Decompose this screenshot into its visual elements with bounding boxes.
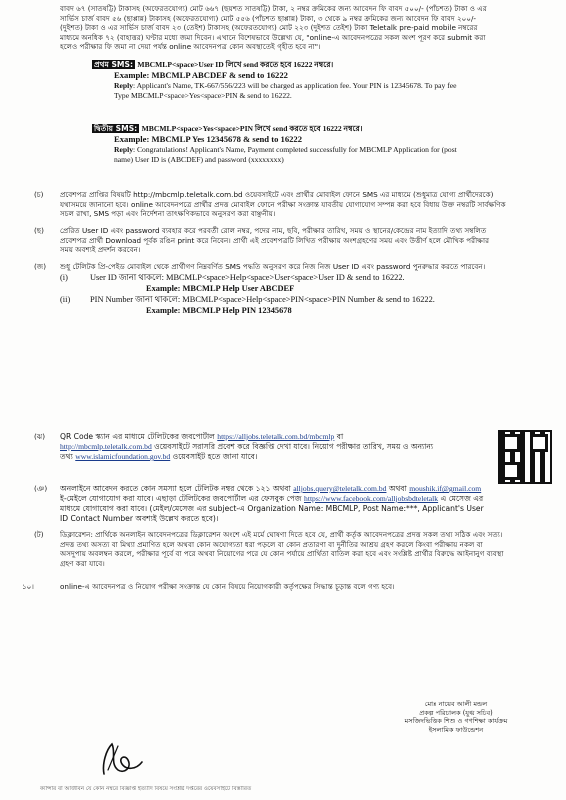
page-footer: ক্যান্সার বা আজীবন যে কোন নম্বরে বিজ্ঞপ্তি ইত্যাদি বিষয়ে সংশ্লিষ্ট দপ্তরের ওয়েবসাইটে বিস্তারিত bbox=[40, 786, 252, 792]
item-text: গ্রহণ করা যাবে। bbox=[60, 558, 105, 568]
jobs-portal-link[interactable]: https://alljobs.teletalk.com.bd/mbcmlp bbox=[217, 432, 335, 441]
second-sms-tag: দ্বিতীয় SMS: bbox=[94, 124, 138, 133]
first-sms-block bbox=[92, 60, 542, 101]
list-item bbox=[34, 226, 542, 255]
second-sms-block bbox=[92, 124, 542, 165]
item-number: (ঞ) bbox=[34, 484, 48, 493]
fee-line: মাধ্যমে অনধিক ৭২ (বাহাত্তর) ঘণ্টার মধ্যে জমা দিবেন। এখানে বিশেষভাবে উল্লেখ্য যে, "online-এ আবেদনপত্রের সকল অংশ পূরণ করে submit করা bbox=[60, 32, 486, 42]
item-text: যথাসময়ে জানানো হবে। online আবেদনপত্রে প্রার্থীর প্রদত্ত মোবাইল ফোনে পরীক্ষা সংক্রান্ত যাবতীয় যোগাযোগ সম্পন্ন করা হবে বিধায় উক্ত নম্বরটি সার্বক্ষণিক bbox=[60, 199, 506, 209]
list-item-contact bbox=[34, 484, 542, 524]
qr-code-icon[interactable] bbox=[498, 430, 552, 484]
item-number: (ঝ) bbox=[34, 432, 46, 441]
item-text: অনলাইনে আবেদন করতে কোন সমস্যা হলে টেলিটক নম্বর থেকে ১২১ অথবা bbox=[60, 484, 291, 493]
fee-line: (দুইশত) টাকা ও এর সার্ভিস চার্জ বাবদ ২৩ (তেইশ) টাকাসহ (অফেরতযোগ্য) মোট ২২৩ (দুইশত তেইশ) টাকা Teletalk pre-paid mobile নম্বরের bbox=[60, 23, 478, 32]
item-text: শুধু টেলিটক প্রি-পেইড মোবাইল থেকে প্রার্থীগণ নিম্নবর্ণিত SMS পদ্ধতি অনুসরণ করে নিজ নিজ User ID এবং password পুনরুদ্ধার করতে পারবেন। bbox=[60, 262, 486, 271]
item-text: প্রেরিত User ID এবং password ব্যবহার করে পরবর্তী রোল নম্বর, পদের নাম, ছবি, পরীক্ষার তারিখ, সময় ও স্থানের/কেন্দ্রের নাম ইত্যাদি তথ্য সম্বলিত bbox=[60, 226, 487, 235]
list-item bbox=[34, 190, 542, 219]
mbcmlp-website-link[interactable]: http://mbcmlp.teletalk.com.bd bbox=[60, 442, 152, 452]
item-text: তথ্য bbox=[60, 452, 73, 462]
fee-line: বাবদ ৬৭ (সাতষট্টি) টাকাসহ (অফেরতযোগ্য) মোট ৬৬৭ (ছয়শত সাতষট্টি) টাকা, ২ নম্বর ক্রমিকের জন্য আবেদন ফি বাবদ ৫০০/- (পাঁচশত) টাকা ও এর bbox=[60, 4, 487, 13]
item-number: (ছ) bbox=[34, 226, 44, 235]
item-text: অথবা bbox=[388, 484, 407, 493]
item-text: অসদুপায় অবলম্বন করলে, পরীক্ষার পূর্বে বা পরে অথবা নিয়োগের পরে যে কোন পর্যায়ে প্রার্থিতা বাতিল করা হবে এবং সংশ্লিষ্ট প্রার্থীর বিরুদ্ধে আইনানুগ ব্যবস্থা bbox=[60, 549, 504, 558]
sub-item-text: PIN Number জানা থাকলে: MBCMLP<space>Help<space>PIN<space>PIN Number & send to 16222. bbox=[90, 294, 435, 304]
item-text: ID Contact Number অবশ্যই উল্লেখ করতে হবে)। bbox=[60, 514, 219, 524]
second-sms-reply-label: Reply bbox=[114, 145, 133, 155]
sub-item-example: Example: MBCMLP Help PIN 12345678 bbox=[146, 305, 292, 315]
item-text: এ মেসেজ এর bbox=[440, 494, 484, 504]
sub-item-number: (i) bbox=[60, 272, 68, 282]
fee-line: সার্ভিস চার্জ বাবদ ৫৬ (ছাপ্পান্ন) টাকাসহ (অফেরতযোগ্য) মোট ৫৫৬ (পাঁচশত ছাপ্পান্ন) টাকা, ৩ থেকে ৯ নম্বর ক্রমিকের জন্য আবেদন ফি বাবদ ২০০/- bbox=[60, 13, 477, 23]
item-number: ১০। bbox=[22, 582, 34, 591]
item-number: (ট) bbox=[34, 530, 44, 539]
item-text: QR Code স্ক্যান এর মাধ্যমে টেলিটকের জবপোর্টাল bbox=[60, 432, 215, 441]
first-sms-tag: প্রথম SMS: bbox=[94, 60, 133, 69]
islamic-foundation-link[interactable]: www.islamicfoundation.gov.bd bbox=[75, 452, 171, 462]
item-text: ই-মেইলে যোগাযোগ করা যাবে। এছাড়া টেলিটকের জবপোর্টাল এর ফেসবুক পেজ bbox=[60, 494, 302, 504]
moushik-email-link[interactable]: moushik.if@gmail.com bbox=[409, 484, 482, 493]
list-item-qr bbox=[34, 432, 490, 462]
item-text: ওয়েবসাইট হতে জানা যাবে। bbox=[172, 452, 258, 462]
first-sms-example: Example: MBCMLP ABCDEF & send to 16222 bbox=[114, 70, 288, 81]
signatory-block bbox=[356, 700, 556, 735]
item-text: ডিক্লারেশন: প্রার্থিকে অনলাইন আবেদনপত্রের ডিক্লারেশন অংশে এই মর্মে ঘোষণা দিতে হবে যে, প্রার্থী কর্তৃক আবেদনপত্রের প্রদত্ত সকল তথ্য সঠিক এবং সত্য। bbox=[60, 530, 503, 539]
fee-line: হলেও পরীক্ষার ফি জমা না দেয়া পর্যন্ত online আবেদনপত্র কোন অবস্থাতেই গৃহীত হবে না"। bbox=[60, 42, 321, 51]
handwritten-signature bbox=[98, 740, 146, 778]
sub-item-text: User ID জানা থাকলে: MBCMLP<space>Help<space>User<space>User ID & send to 16222. bbox=[90, 272, 405, 282]
query-email-link[interactable]: alljobs.query@teletalk.com.bd bbox=[293, 484, 387, 493]
second-sms-example: Example: MBCMLP Yes 12345678 & send to 16222 bbox=[114, 134, 303, 145]
item-number: (জ) bbox=[34, 262, 47, 271]
item-text: প্রবেশপত্র প্রাপ্তির বিষয়টি http://mbcmlp.teletalk.com.bd ওয়েবসাইটে এবং প্রার্থীর মোবাইল ফোনে SMS এর মাধ্যমে (শুধুমাত্র যোগ্য প্রার্থীদেরকে) bbox=[60, 190, 494, 199]
second-sms-command: MBCMLP<space>Yes<space>PIN লিখে send করতে হবে 16222 নম্বরে। bbox=[141, 124, 363, 133]
item-text: মাধ্যমে যোগাযোগ করা যাবে। (মেইল/মেসেজ এর subject-এ Organization Name: MBCMLP, Post Name:***, Applicant's User bbox=[60, 504, 484, 514]
signatory-title: প্রকল্প পরিচালক (যুগ্ম সচিব) bbox=[419, 708, 493, 717]
list-item-recovery bbox=[34, 262, 542, 316]
first-sms-command: MBCMLP<space>User ID লিখে send করতে হবে 16222 নম্বরে। bbox=[137, 60, 334, 69]
signatory-org: ইসলামিক ফাউন্ডেশন bbox=[428, 726, 484, 735]
item-text: সচল রাখা, SMS পড়া এবং নির্দেশনা তাৎক্ষণিকভাবে অনুসরণ করা বাঞ্ছনীয়। bbox=[60, 209, 276, 218]
item-text: ওয়েবসাইটে সরাসরি প্রবেশ করে বিজ্ঞপ্তি দেখা যাবে। নিয়োগ পরীক্ষার তারিখ, সময় ও অন্যান্য bbox=[154, 442, 434, 452]
first-sms-reply-label: Reply bbox=[114, 81, 133, 91]
sub-item-example: Example: MBCMLP Help User ABCDEF bbox=[146, 283, 295, 293]
list-item-declaration bbox=[34, 530, 542, 568]
second-sms-reply-text-2: name) User ID is (ABCDEF) and password (xxxxxxxx) bbox=[114, 155, 284, 165]
item-text: online-এ আবেদনপত্র ও নিয়োগ পরীক্ষা সংক্রান্ত যে কোন বিষয়ে নিয়োগকারী কর্তৃপক্ষের সিদ্ধান্ত চূড়ান্ত বলে গণ্য হবে। bbox=[60, 582, 395, 591]
first-sms-reply-text-2: Type MBCMLP<space>Yes<space>PIN & send to 16222. bbox=[114, 91, 292, 101]
facebook-page-link[interactable]: https://www.facebook.com/alljobsbdteletalk bbox=[304, 494, 439, 504]
sub-item-number: (ii) bbox=[60, 294, 71, 304]
item-number: (চ) bbox=[34, 190, 44, 199]
item-text: বা bbox=[336, 432, 344, 441]
signatory-org: মসজিদভিত্তিক শিশু ও গণশিক্ষা কার্যক্রম bbox=[404, 717, 508, 726]
fee-paragraph bbox=[60, 4, 542, 52]
signatory-name: মোঃ নায়েব আলী মন্ডল bbox=[424, 700, 488, 708]
item-text: প্রবেশপত্র প্রার্থী Download পূর্বক রঙিন print করে নিবেন। প্রার্থী এই প্রবেশপত্রটি লিখিত পরীক্ষায় অংশগ্রহণের সময় এবং উত্তীর্ণ হলে মৌখিক পরীক্ষার bbox=[60, 235, 490, 245]
list-item-final bbox=[22, 582, 542, 592]
first-sms-reply-text: : Applicant's Name, TK-667/556/223 will be charged as application fee. Your PIN is 12345678. To pay fee bbox=[132, 81, 457, 91]
item-text: সময় অবশ্যই প্রদর্শন করবেন। bbox=[60, 245, 141, 254]
second-sms-reply-text: : Congratulations! Applicant's Name, Payment completed successfully for MBCMLP Application for (post bbox=[132, 145, 457, 155]
item-text: প্রদত্ত তথ্য অসত্য বা মিথ্যা প্রমাণিত হলে অথবা কোন অযোগ্যতা ধরা পড়লে বা কোন প্রতারণা বা দুর্নীতির আশ্রয় গ্রহণ করলে কিংবা পরীক্ষায় নকল বা bbox=[60, 539, 483, 549]
